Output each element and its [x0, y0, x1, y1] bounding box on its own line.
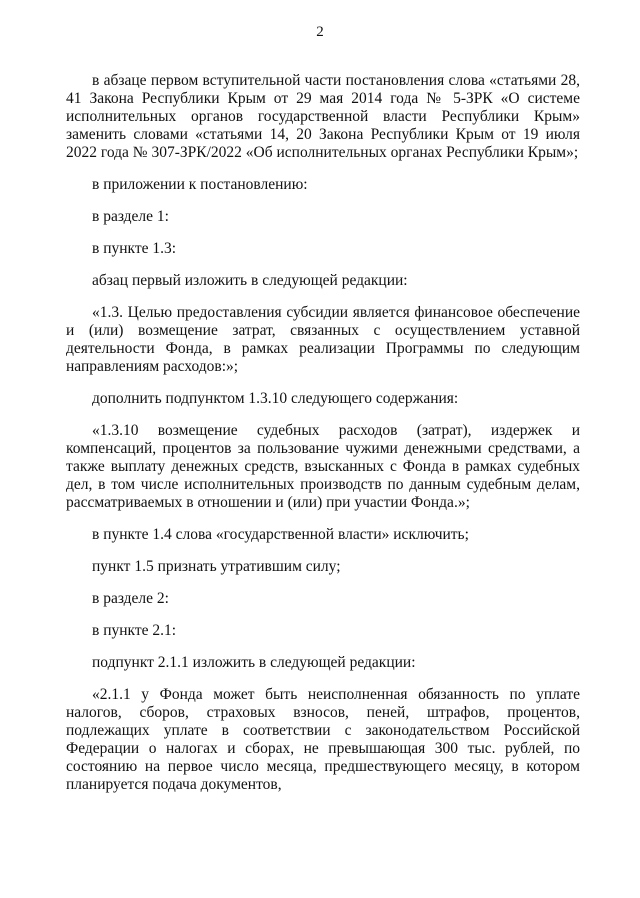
paragraph-section-1: в разделе 1:	[92, 208, 169, 225]
paragraph-section-2: в разделе 2:	[92, 590, 169, 607]
paragraph-first-abzac: абзац первый изложить в следующей редакции:	[92, 272, 408, 289]
page-number: 2	[316, 24, 324, 40]
paragraph-item-1-3: в пункте 1.3:	[92, 240, 177, 257]
document-body	[66, 72, 580, 794]
paragraph-quote-1-3: «1.3. Целью предоставления субсидии является финансовое обеспечение и (или) возмещение затрат, связанных с осуществлением уставной деятельности Фонда, в рамках реализации Программы по следующим направлениям расходов:»;	[66, 304, 580, 375]
paragraph-quote-1-3-10: «1.3.10 возмещение судебных расходов (затрат), издержек и компенсаций, процентов за пользование чужими денежными средствами, а также выплату денежных средств, взысканных с Фонда в рамках судебных дел, в том числе исполнительных производств по данным судебным делам, рассматриваемых в отношении и (или) при участии Фонда.»;	[66, 422, 580, 511]
paragraph-add-1-3-10: дополнить подпунктом 1.3.10 следующего содержания:	[92, 390, 459, 407]
paragraph-item-1-4: в пункте 1.4 слова «государственной власти» исключить;	[92, 526, 469, 543]
paragraph-subitem-2-1-1: подпункт 2.1.1 изложить в следующей редакции:	[92, 654, 416, 671]
paragraph-item-2-1: в пункте 2.1:	[92, 622, 177, 639]
paragraph-preamble-amendment: в абзаце первом вступительной части постановления слова «статьями 28, 41 Закона Республики Крым от 29 мая 2014 года № 5-ЗРК «О системе исполнительных органов государственной власти Республики Крым» заменить словами «статьями 14, 20 Закона Республики Крым от 19 июля 2022 года № 307-ЗРК/2022 «Об исполнительных органах Республики Крым»;	[66, 72, 580, 161]
paragraph-item-1-5: пункт 1.5 признать утратившим силу;	[92, 558, 341, 575]
paragraph-appendix: в приложении к постановлению:	[92, 176, 308, 193]
paragraph-quote-2-1-1: «2.1.1 у Фонда может быть неисполненная обязанность по уплате налогов, сборов, страховых взносов, пеней, штрафов, процентов, подлежащих уплате в соответствии с законодательством Российской Федерации о налогах и сборах, не превышающая 300 тыс. рублей, по состоянию на первое число месяца, предшествующего месяцу, в котором планируется подача документов,	[66, 686, 580, 793]
